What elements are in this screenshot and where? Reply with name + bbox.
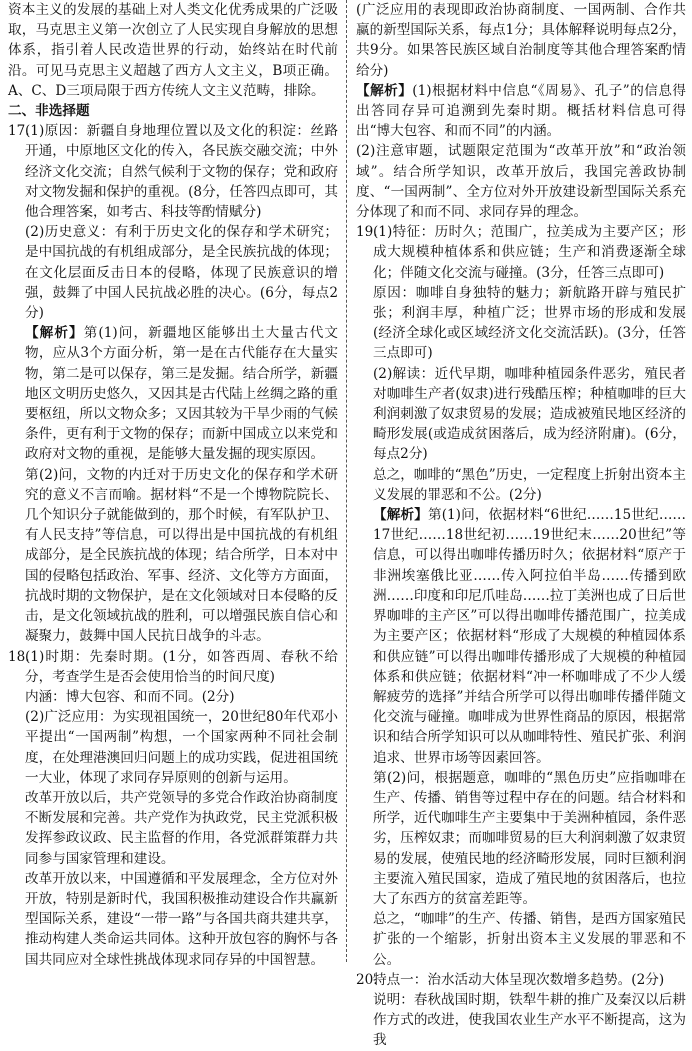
section-heading: 二、非选择题 xyxy=(8,103,90,120)
q18-number: 18. xyxy=(8,648,30,665)
q17-part2-answer: (2)历史意义：有利于历史文化的保存和学术研究；是中国抗战的有机组成部分，是全民族抗战的体现；在文化层面反击日本的侵略，体现了民族意识的增强，鼓舞了中国人民抗战必胜的决心。(6分，每点2分) xyxy=(25,224,338,322)
column-divider xyxy=(346,0,347,962)
right-column xyxy=(356,0,686,1051)
q19-analysis-tag: 【解析】 xyxy=(373,507,428,524)
left-column xyxy=(8,0,338,970)
q18-analysis-part2: (2)注意审题，试题限定范围为“改革开放”和“政治领域”。结合所学知识，改革开放后，我国完善政协制度、“一国两制”、全方位对外开放建设新型国际关系充分体现了和而不同、求同存异的理念。 xyxy=(356,143,686,221)
q17-number: 17. xyxy=(8,123,30,140)
q16-explanation-tail: 资本主义的发展的基础上对人类文化优秀成果的广泛吸取，马克思主义第一次创立了人民实现自身解放的思想体系，指引着人民改造世界的行动，始终站在时代前沿。可见马克思主义超越了西方人文主义，B项正确。A、C、D三项局限于西方传统人文主义范畴，排除。 xyxy=(8,2,338,99)
q19-analysis-part1: 第(1)问，依据材料“6世纪……15世纪……17世纪……18世纪初……19世纪末……20世纪”等信息，可以得出咖啡传播历时久；依据材料“原产于非洲埃塞俄比亚……传入阿拉伯半岛……传播到欧洲……印度和印尼爪哇岛……拉丁美洲也成了日后世界咖啡的主产区”可以得出咖啡传播范围广，拉美成为主要产区；依据材料“形成了大规模的种植园体系和供应链”可以得出咖啡传播形成了大规模的种植园体系和供应链；依据材料“冲一杯咖啡成了不少人缓解疲劳的选择”并结合所学可以得出咖啡传播伴随文化交流与碰撞。咖啡成为世界性商品的原因，根据常识和结合所学知识可以从咖啡特性、殖民扩张、利润追求、世界市场等因素回答。 xyxy=(373,507,687,766)
q17-analysis-part1: 第(1)问，新疆地区能够出土大量古代文物，应从3个方面分析，第一是在古代能存在大量实物，第二是可以保存，第三是发掘。结合所学，新疆地区文明历史悠久，又因其是古代陆上丝绸之路的重要枢纽，所以文物众多；又因其较为干旱少雨的气候条件，更有利于文物的保存；而新中国成立以来党和政府对文物的重视，是能够大量发掘的现实原因。 xyxy=(25,325,338,463)
q18-part2-opening-up: 改革开放以来，中国遵循和平发展理念，全方位对外开放，特别是新时代，我国积极推动建设合作共赢新型国际关系，建设“一带一路”与各国共商共建共享，推动构建人类命运共同体。这种开放包容的胸怀与各国共同应对全球性挑战体现求同存异的中国智慧。 xyxy=(25,870,338,968)
q18-block xyxy=(8,647,338,970)
q19-part1-reason: 原因：咖啡自身独特的魅力；新航路开辟与殖民扩张；利润丰厚，种植广泛；世界市场的形成和发展(经济全球化或区域经济文化交流活跃)。(3分，任答三点即可) xyxy=(373,284,686,362)
q20-feature1: 特点一：治水活动大体呈现次数增多趋势。(2分) xyxy=(373,971,665,988)
q20-number: 20. xyxy=(356,971,378,988)
q18-part1-answer: (1)时期：先秦时期。(1分，如答西周、春秋不给分，考查学生是否会使用恰当的时间尺度) xyxy=(25,648,338,685)
q17-analysis-tag: 【解析】 xyxy=(25,325,84,342)
q18-analysis-tag: 【解析】 xyxy=(356,82,413,99)
q18-scoring-note: (广泛应用的表现即政治协商制度、一国两制、合作共赢的新型国际关系，每点1分；具体解释说明每点2分，共9分。如果答民族区域自治制度等其他合理答案酌情给分) xyxy=(356,2,686,79)
q18-part2-answer: (2)广泛应用：为实现祖国统一，20世纪80年代邓小平提出“一国两制”构想，一个国家两种不同社会制度，在处理港澳回归问题上的成功实践，促进祖国统一大业，体现了求同存异原则的创新与运用。 xyxy=(25,709,338,786)
q19-part2-answer: (2)解读：近代早期，咖啡种植园条件恶劣，殖民者对咖啡生产者(奴隶)进行残酷压榨；种植咖啡的巨大利润刺激了奴隶贸易的发展；造成被殖民地区经济的畸形发展(或造成贫困落后，成为经济附庸)。(6分，每点2分) xyxy=(373,365,686,463)
q18-analysis-part1: (1)根据材料中信息“《周易》、孔子”的信息得出答同存异可追溯到先秦时期。概括材料信息可得出“博大包容、和而不同”的内涵。 xyxy=(356,82,687,140)
q20-block xyxy=(356,970,686,1051)
q19-analysis-part2: 第(2)问，根据题意，咖啡的“黑色历史”应指咖啡在生产、传播、销售等过程中存在的问题。结合材料和所学，近代咖啡生产主要集中于美洲种植园，条件恶劣，压榨奴隶；而咖啡贸易的巨大利润刺激了奴隶贸易的发展，使殖民地的经济畸形发展，同时巨额利润主要流入殖民国家，造成了殖民地的贫困落后，也拉大了东西方的贫富差距等。 xyxy=(373,769,686,907)
q19-part2-summary: 总之，咖啡的“黑色”历史，一定程度上折射出资本主义发展的罪恶和不公。(2分) xyxy=(373,466,686,503)
q17-analysis-part2: 第(2)问，文物的内迁对于历史文化的保存和学术研究的意义不言而喻。据材料“不是一个博物院院长、几个知识分子就能做到的，那个时候，有军队护卫、有人民支持”等信息，可以得出是中国抗战的有机组成部分，是全民族抗战的体现；结合所学，日本对中国的侵略包括政治、军事、经济、文化等方方面面，抗战时期的文物保护，是在文化领域对日本侵略的反击，是文化领域抗战的胜利，可以增强民族自信心和凝聚力，鼓舞中国人民抗日战争的斗志。 xyxy=(25,466,338,645)
q19-number: 19. xyxy=(356,224,378,241)
q18-part2-multiparty: 改革开放以后，共产党领导的多党合作政治协商制度不断发展和完善。共产党作为执政党，民主党派积极发挥参政议政、民主监督的作用，各党派群策群力共同参与国家管理和建设。 xyxy=(25,789,338,867)
q18-part1-connotation: 内涵：博大包容、和而不同。(2分) xyxy=(25,688,235,705)
q17-block xyxy=(8,121,338,646)
q19-part1-answer: (1)特征：历时久；范围广，拉美成为主要产区；形成大规模种植体系和供应链；生产和消费逐渐全球化；伴随文化交流与碰撞。(3分，任答三点即可) xyxy=(373,224,686,281)
q17-part1-answer: (1)原因：新疆自身地理位置以及文化的积淀：丝路开通，中原地区文化的传入，各民族交融交流；中外经济文化交流；自然气候利于文物的保存；党和政府对文物发掘和保护的重视。(8分，任答四点即可，其他合理答案，如考古、科技等酌情赋分) xyxy=(25,123,339,221)
q19-analysis-summary: 总之，“咖啡”的生产、传播、销售，是西方国家殖民扩张的一个缩影，折射出资本主义发展的罪恶和不公。 xyxy=(373,911,686,968)
q19-block xyxy=(356,222,686,970)
q20-feature1-explanation: 说明：春秋战国时期，铁犁牛耕的推广及秦汉以后耕作方式的改进，使我国农业生产水平不断提高，这为我 xyxy=(373,991,686,1049)
